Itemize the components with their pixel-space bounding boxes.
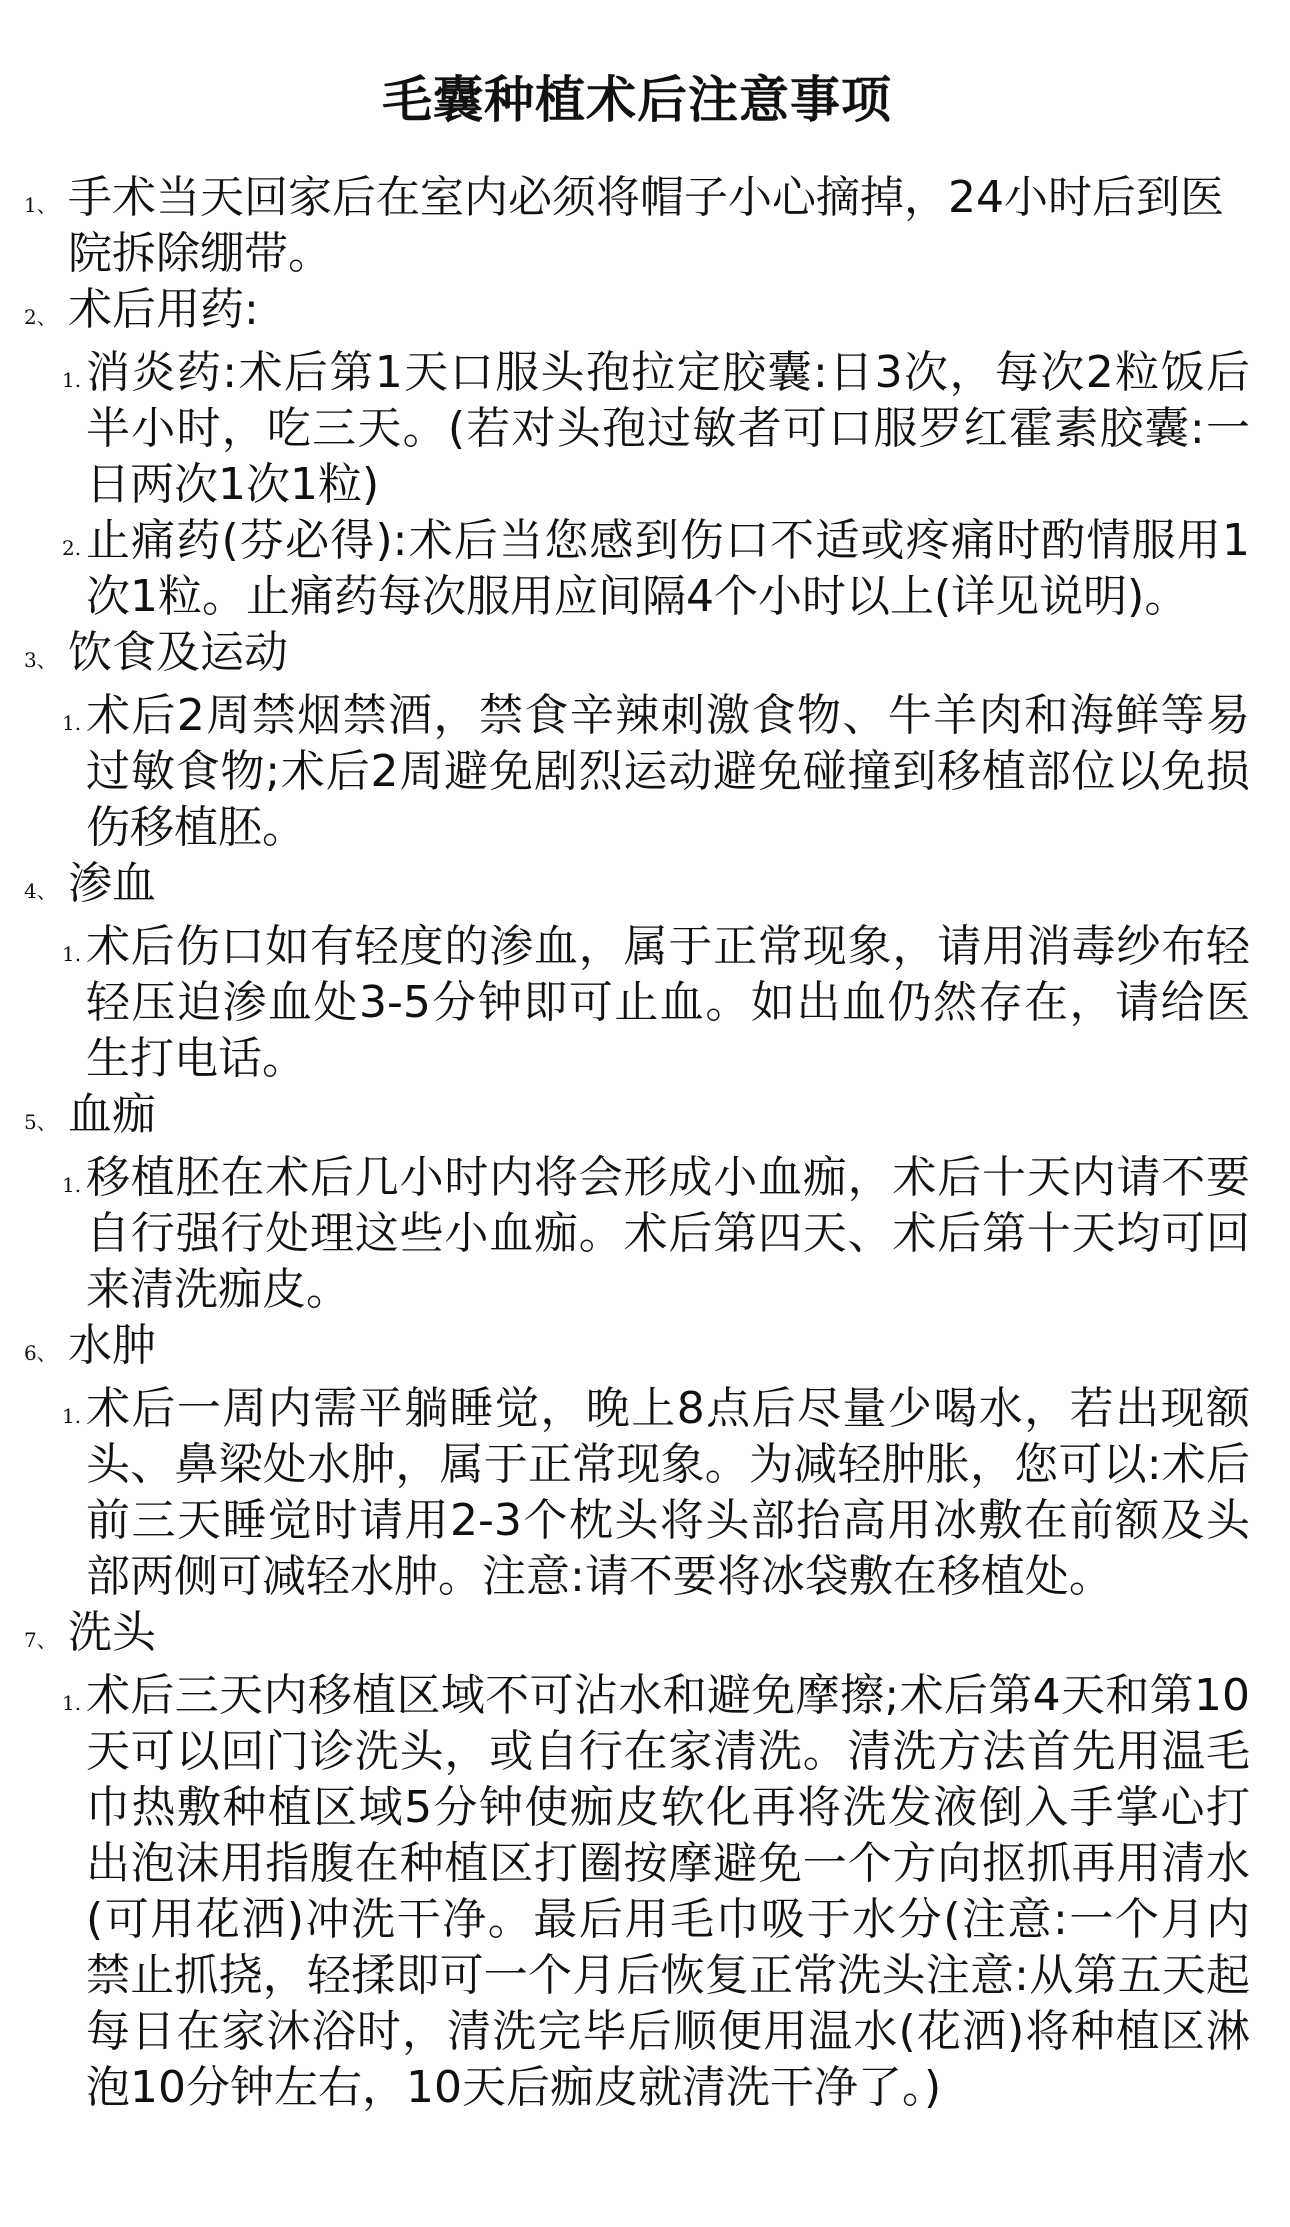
list-item-text: 止痛药(芬必得):术后当您感到伤口不适或疼痛时酌情服用1次1粒。止痛药每次服用应间隔4个小时以上(详见说明)。 bbox=[86, 515, 1250, 622]
section-heading bbox=[24, 625, 1250, 688]
list-item-number: 1. bbox=[62, 368, 82, 392]
list-item bbox=[24, 1150, 1250, 1318]
list-item-number: 1. bbox=[62, 711, 82, 735]
sub-list bbox=[24, 1381, 1250, 1605]
section-7 bbox=[24, 1605, 1250, 2116]
sub-list bbox=[24, 345, 1250, 625]
section-number: 4、 bbox=[24, 879, 57, 903]
document-title: 毛囊种植术后注意事项 bbox=[382, 71, 892, 129]
section-number: 6、 bbox=[24, 1341, 57, 1365]
list-item-number: 1. bbox=[62, 942, 82, 966]
list-item-number: 1. bbox=[62, 1691, 82, 1715]
section-number: 7、 bbox=[24, 1628, 57, 1652]
section-3 bbox=[24, 625, 1250, 856]
section-heading bbox=[24, 282, 1250, 345]
section-heading bbox=[24, 1318, 1250, 1381]
list-item-number: 2. bbox=[62, 536, 82, 560]
section-text: 渗血 bbox=[68, 858, 156, 909]
section-number: 5、 bbox=[24, 1110, 57, 1134]
section-number: 3、 bbox=[24, 648, 57, 672]
list-item bbox=[24, 688, 1250, 856]
section-text: 术后用药: bbox=[68, 284, 259, 335]
section-text: 手术当天回家后在室内必须将帽子小心摘掉，24小时后到医院拆除绷带。 bbox=[68, 172, 1224, 279]
list-item-text: 术后一周内需平躺睡觉，晚上8点后尽量少喝水，若出现额头、鼻梁处水肿，属于正常现象。为减轻肿胀，您可以:术后前三天睡觉时请用2-3个枕头将头部抬高用冰敷在前额及头部两侧可减轻水肿。注意:请不要将冰袋敷在移植处。 bbox=[86, 1383, 1250, 1602]
sections-list bbox=[24, 170, 1250, 2116]
section-4 bbox=[24, 856, 1250, 1087]
list-item-text: 术后三天内移植区域不可沾水和避免摩擦;术后第4天和第10天可以回门诊洗头，或自行在家清洗。清洗方法首先用温毛巾热敷种植区域5分钟使痂皮软化再将洗发液倒入手掌心打出泡沫用指腹在种植区打圈按摩避免一个方向抠抓再用清水(可用花洒)冲洗干净。最后用毛巾吸于水分(注意:一个月内禁止抓挠，轻揉即可一个月后恢复正常洗头注意:从第五天起每日在家沐浴时，清洗完毕后顺便用温水(花洒)将种植区淋泡10分钟左右，10天后痂皮就清洗干净了。) bbox=[86, 1670, 1250, 2113]
section-1 bbox=[24, 170, 1250, 282]
list-item bbox=[24, 919, 1250, 1087]
list-item-text: 消炎药:术后第1天口服头孢拉定胶囊:日3次，每次2粒饭后半小时，吃三天。(若对头孢过敏者可口服罗红霍素胶囊:一日两次1次1粒) bbox=[86, 347, 1250, 510]
section-text: 饮食及运动 bbox=[68, 627, 288, 678]
section-text: 血痂 bbox=[68, 1089, 156, 1140]
list-item-number: 1. bbox=[62, 1173, 82, 1197]
sub-list bbox=[24, 688, 1250, 856]
list-item-number: 1. bbox=[62, 1404, 82, 1428]
section-6 bbox=[24, 1318, 1250, 1605]
section-number: 2、 bbox=[24, 305, 57, 329]
section-heading bbox=[24, 170, 1250, 282]
section-text: 水肿 bbox=[68, 1320, 156, 1371]
list-item-text: 术后2周禁烟禁酒，禁食辛辣刺激食物、牛羊肉和海鲜等易过敏食物;术后2周避免剧烈运动避免碰撞到移植部位以免损伤移植胚。 bbox=[86, 690, 1250, 853]
list-item bbox=[24, 1381, 1250, 1605]
section-number: 1、 bbox=[24, 193, 57, 217]
section-2 bbox=[24, 282, 1250, 625]
list-item bbox=[24, 345, 1250, 513]
sub-list bbox=[24, 1668, 1250, 2116]
list-item-text: 移植胚在术后几小时内将会形成小血痂，术后十天内请不要自行强行处理这些小血痂。术后第四天、术后第十天均可回来清洗痂皮。 bbox=[86, 1152, 1250, 1315]
list-item bbox=[24, 513, 1250, 625]
section-heading bbox=[24, 856, 1250, 919]
list-item bbox=[24, 1668, 1250, 2116]
list-item-text: 术后伤口如有轻度的渗血，属于正常现象，请用消毒纱布轻轻压迫渗血处3-5分钟即可止血。如出血仍然存在，请给医生打电话。 bbox=[86, 921, 1250, 1084]
section-heading bbox=[24, 1605, 1250, 1668]
sub-list bbox=[24, 919, 1250, 1087]
sub-list bbox=[24, 1150, 1250, 1318]
section-text: 洗头 bbox=[68, 1607, 156, 1658]
section-5 bbox=[24, 1087, 1250, 1318]
section-heading bbox=[24, 1087, 1250, 1150]
